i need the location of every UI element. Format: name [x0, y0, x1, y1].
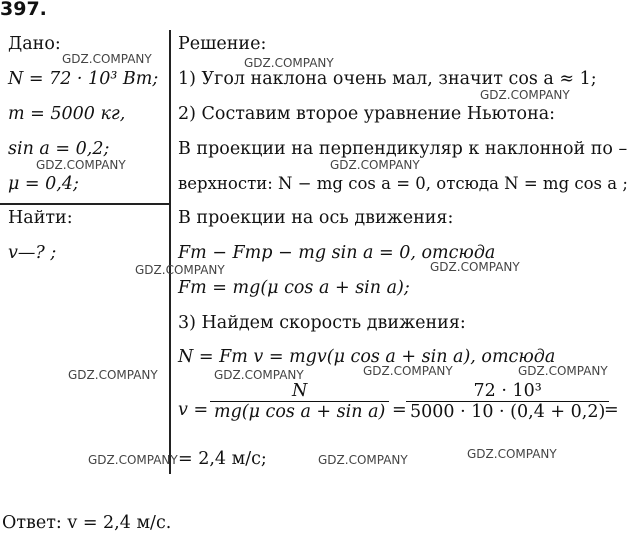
velocity-fraction-symbolic — [210, 381, 389, 422]
solution-perp-line1: В проекции на перпендикуляр к наклонной по – — [178, 139, 628, 159]
watermark: GDZ.COMPANY — [518, 364, 608, 378]
equals-sign: = — [392, 400, 407, 420]
given-heading: Дано: — [8, 34, 61, 54]
solution-traction-eq: Fт = mg(μ cos a + sin a); — [178, 278, 410, 298]
find-heading: Найти: — [8, 208, 73, 228]
solution-result: = 2,4 м/с; — [178, 449, 267, 469]
watermark: GDZ.COMPANY — [480, 88, 570, 102]
given-mass: m = 5000 кг, — [8, 104, 126, 124]
solution-heading: Решение: — [178, 34, 267, 54]
fraction-numerator: 72 · 10³ — [406, 381, 609, 402]
watermark: GDZ.COMPANY — [244, 56, 334, 70]
solution-power-eq: N = Fт v = mgv(μ cos a + sin a), отсюда — [178, 347, 556, 367]
solution-step2: 2) Составим второе уравнение Ньютона: — [178, 104, 556, 124]
solution-perp-line2: верхности: N − mg cos a = 0, отсюда N = mg cos a ; — [178, 174, 628, 193]
solution-axis-heading: В проекции на ось движения: — [178, 208, 454, 228]
answer-line: Ответ: v = 2,4 м/с. — [2, 513, 172, 533]
solution-force-eq: Fт − Fтр − mg sin a = 0, отсюда — [178, 243, 496, 263]
problem-number: 397. — [0, 0, 47, 20]
velocity-lhs: v = — [178, 400, 209, 420]
given-friction: μ = 0,4; — [8, 174, 79, 194]
fraction-numerator: N — [210, 381, 389, 402]
solution-step3: 3) Найдем скорость движения: — [178, 313, 466, 333]
watermark: GDZ.COMPANY — [214, 368, 304, 382]
watermark: GDZ.COMPANY — [363, 364, 453, 378]
watermark: GDZ.COMPANY — [467, 447, 557, 461]
solution-step1: 1) Угол наклона очень мал, значит cos a ≈ 1; — [178, 69, 597, 89]
given-power: N = 72 · 10³ Вт; — [8, 69, 159, 89]
watermark: GDZ.COMPANY — [430, 260, 520, 274]
equals-sign-trailing: = — [604, 400, 619, 420]
fraction-denominator: mg(μ cos a + sin a) — [214, 402, 386, 422]
given-sine: sin a = 0,2; — [8, 139, 110, 159]
watermark: GDZ.COMPANY — [330, 158, 420, 172]
watermark: GDZ.COMPANY — [36, 158, 126, 172]
watermark: GDZ.COMPANY — [88, 453, 178, 467]
watermark: GDZ.COMPANY — [68, 368, 158, 382]
find-velocity: v—? ; — [8, 243, 57, 263]
velocity-fraction-numeric — [406, 381, 609, 422]
watermark: GDZ.COMPANY — [135, 263, 225, 277]
watermark: GDZ.COMPANY — [62, 52, 152, 66]
table-vertical-divider — [169, 30, 171, 474]
fraction-denominator: 5000 · 10 · (0,4 + 0,2) — [410, 402, 606, 422]
table-horizontal-divider — [0, 203, 169, 205]
watermark: GDZ.COMPANY — [318, 453, 408, 467]
